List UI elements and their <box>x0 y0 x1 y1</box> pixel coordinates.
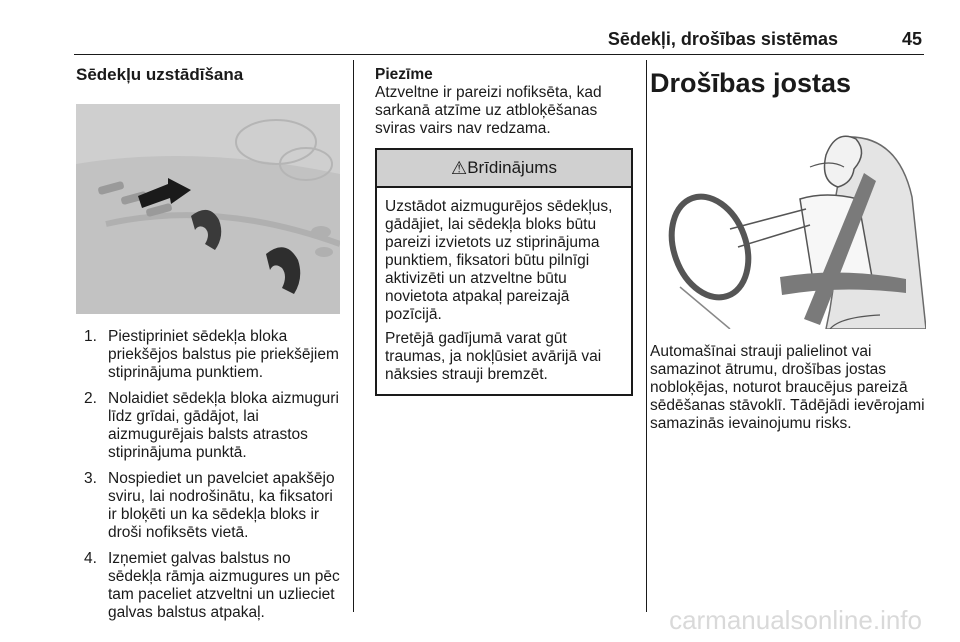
step-text: Izņemiet galvas balstus no sēdekļa rāmja aizmugures un pēc tam paceliet atzveltni un uzlieciet galvas balstus atpakaļ. <box>108 550 340 621</box>
list-item <box>76 390 342 462</box>
seat-latch-illustration <box>76 104 340 314</box>
installation-steps <box>76 328 342 622</box>
warning-paragraph-2: Pretējā gadījumā varat gūt traumas, ja nokļūsiet avārijā vai nāksies strauji bremzēt. <box>385 330 602 383</box>
column-divider-1 <box>353 60 354 612</box>
step-number: 1. <box>84 328 97 345</box>
column-seat-belts <box>650 60 925 433</box>
seatbelt-driver-illustration <box>650 117 926 329</box>
step-text: Nospiediet un pavelciet apakšējo sviru, lai nodrošinātu, ka fiksatori ir bloķēti un ka sēdekļa bloks ir droši nofiksēts vietā. <box>108 470 335 541</box>
column-seat-installation <box>76 60 342 630</box>
note-label: Piezīme <box>375 66 433 83</box>
warning-triangle-icon: ⚠ <box>451 158 468 178</box>
seatbelt-drawing <box>650 117 926 329</box>
warning-paragraph-1: Uzstādot aizmugurējos sēdekļus, gādājiet, lai sēdekļa bloks būtu pareizi izvietots uz stiprinājuma punktiem, fiksatori būtu pilnīgi aktivizēti un atzveltne būtu novietota atpakaļ pareizajā pozīcijā. <box>385 198 613 323</box>
page-header <box>0 0 960 56</box>
warning-header <box>377 150 631 188</box>
column-note-warning <box>375 60 633 396</box>
list-item <box>76 328 342 382</box>
warning-title: Brīdinājums <box>467 158 557 177</box>
page-number: 45 <box>901 29 922 49</box>
header-rule <box>74 54 924 55</box>
step-number: 3. <box>84 470 97 487</box>
step-text: Nolaidiet sēdekļa bloka aizmuguri līdz grīdai, gādājot, lai aizmugurējais balsts atrastos stiprinājuma punktā. <box>108 390 339 461</box>
note-text: Atzveltne ir pareizi nofiksēta, kad sarkanā atzīme uz atbloķēšanas sviras vairs nav redzama. <box>375 84 602 137</box>
list-item <box>76 470 342 542</box>
list-item <box>76 550 342 622</box>
step-number: 4. <box>84 550 97 567</box>
step-text: Piestipriniet sēdekļa bloka priekšējos balstus pie priekšējiem stiprinājuma punktiem. <box>108 328 339 381</box>
seat-latch-drawing <box>76 104 340 314</box>
seat-belt-paragraph: Automašīnai strauji palielinot vai samazinot ātrumu, drošības jostas nobloķējas, noturot braucējus pareizā sēdēšanas stāvoklī. Tādējādi ievērojami samazinās ievainojumu risks. <box>650 343 925 432</box>
warning-body <box>377 188 631 394</box>
section-heading-seat-installation: Sēdekļu uzstādīšana <box>76 65 244 84</box>
page-section-title: Sēdekļi, drošības sistēmas <box>607 29 838 49</box>
column-divider-2 <box>646 60 647 612</box>
step-number: 2. <box>84 390 97 407</box>
watermark: carmanualsonline.info <box>669 605 922 635</box>
warning-box <box>375 148 633 396</box>
section-heading-seat-belts: Drošības jostas <box>650 68 852 98</box>
